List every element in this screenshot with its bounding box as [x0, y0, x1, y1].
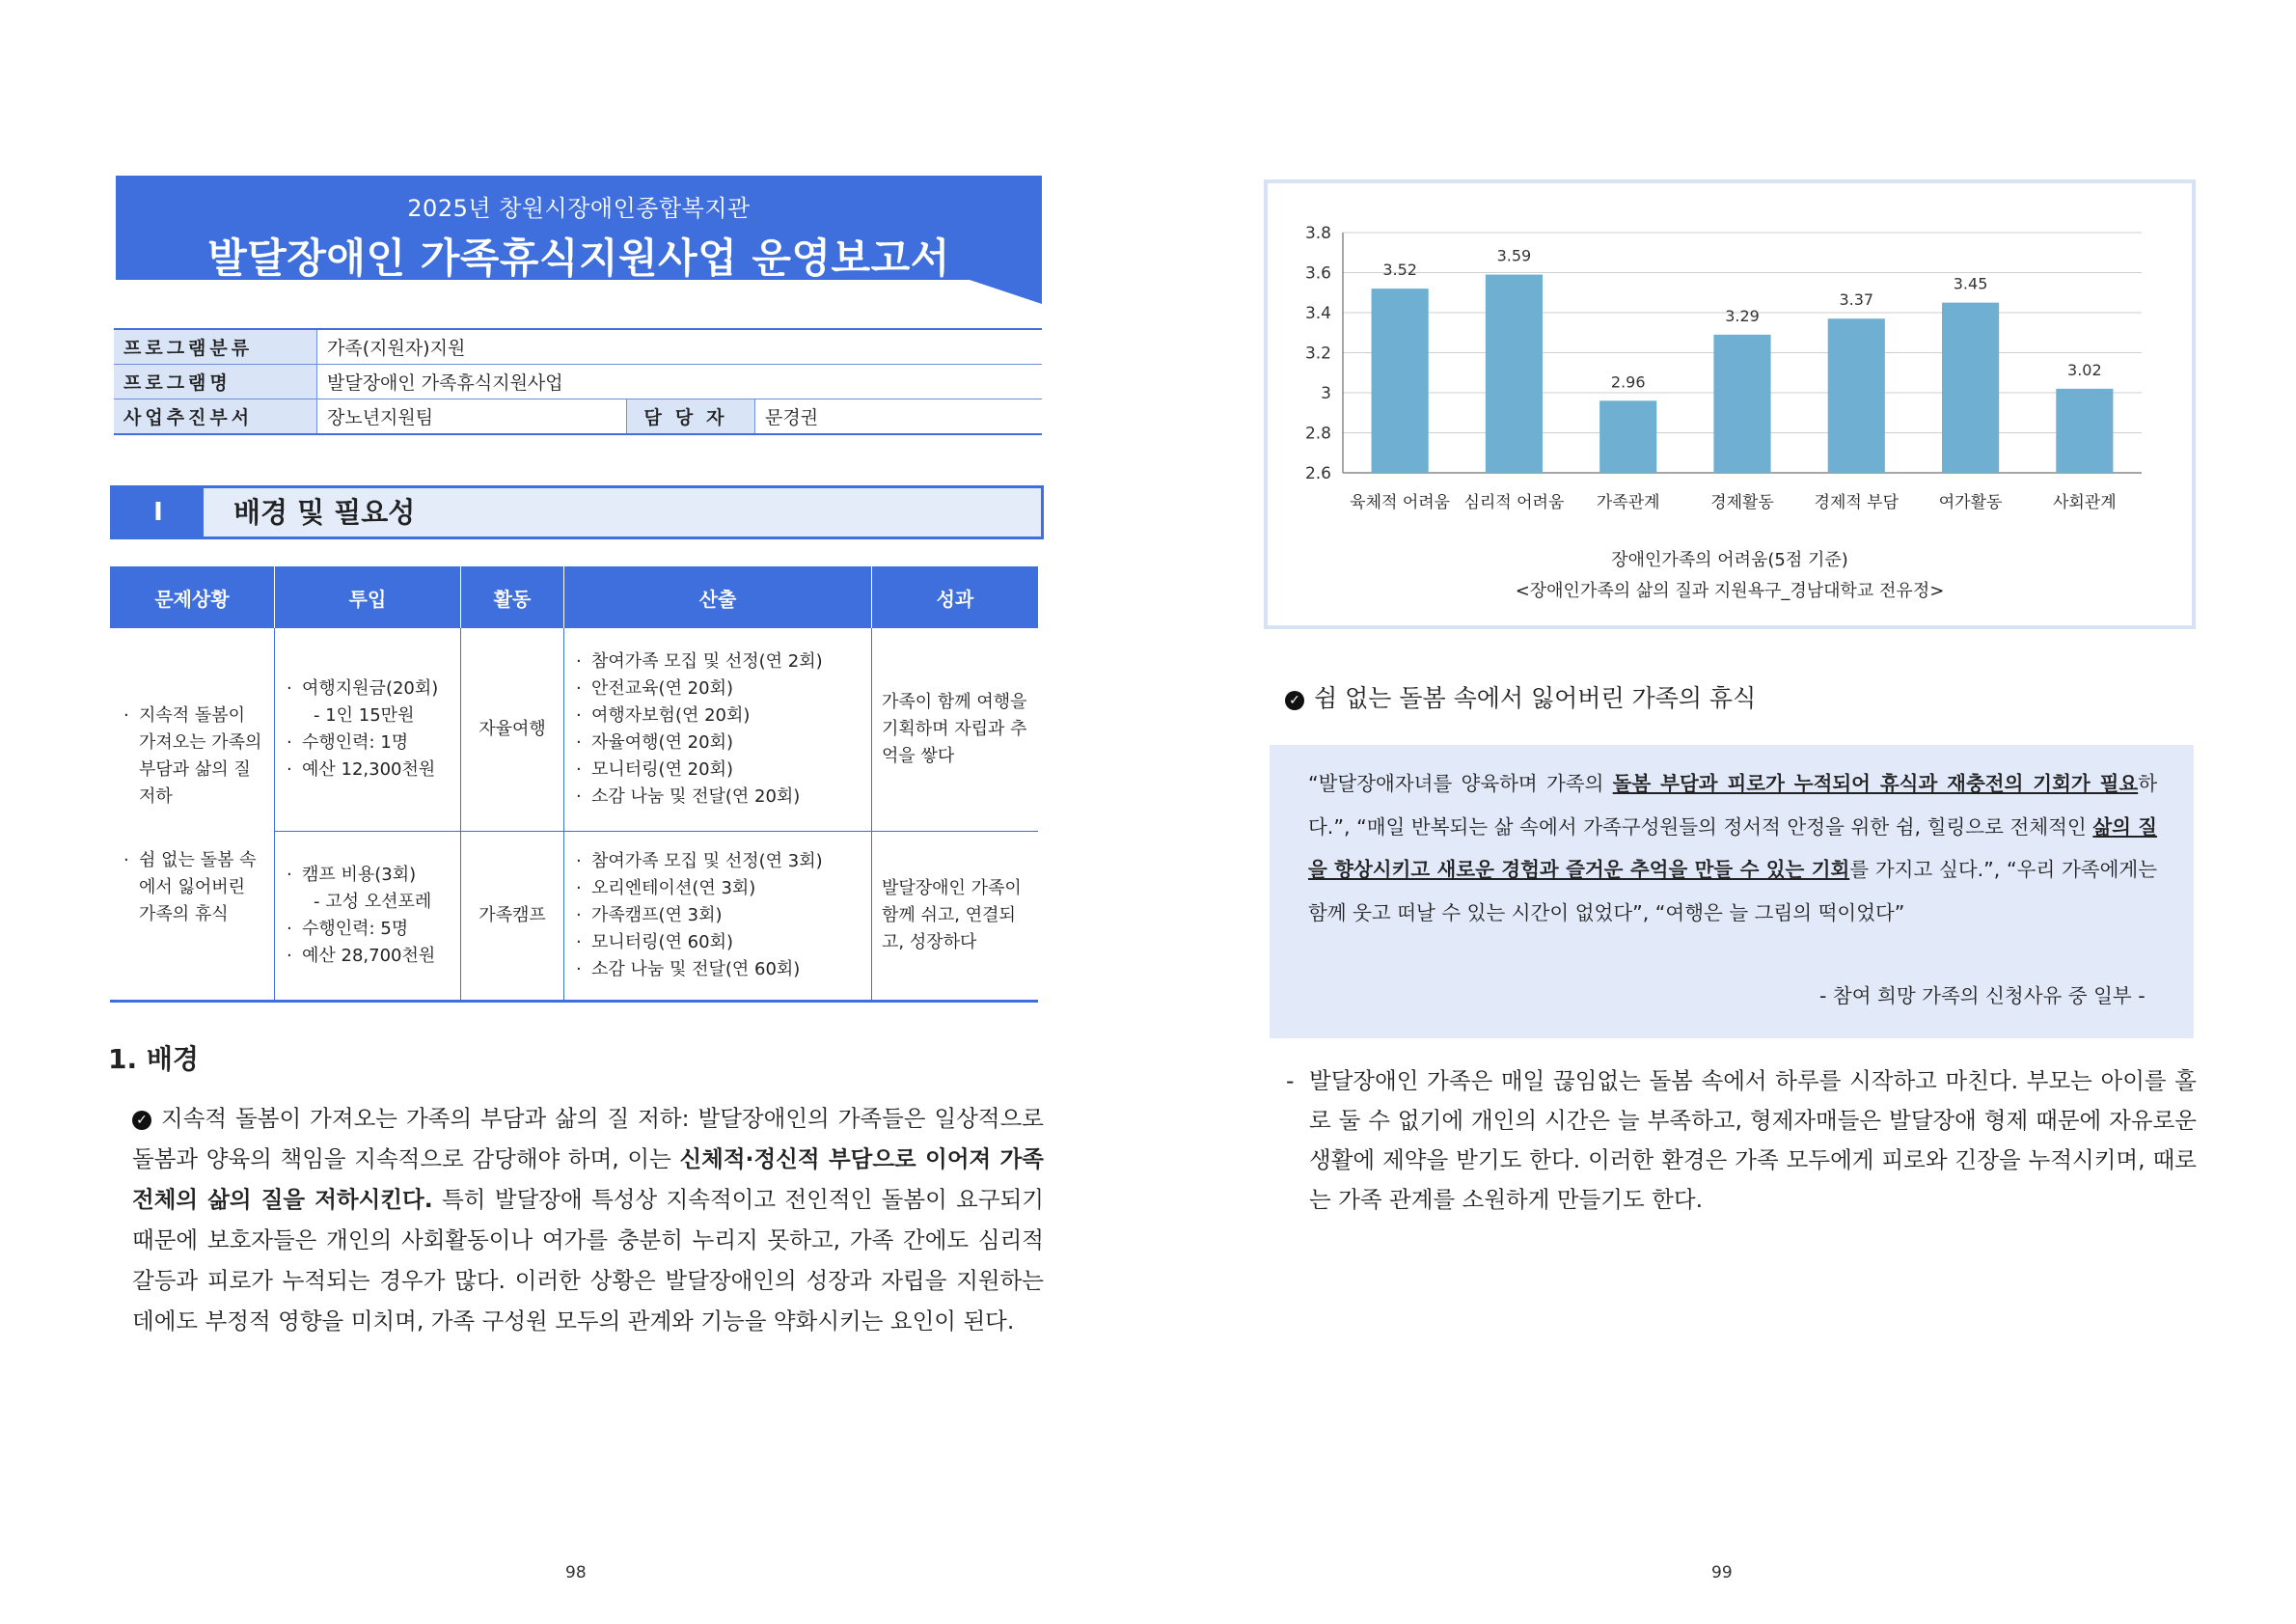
value-label: 3.29 [1725, 306, 1760, 325]
difficulty-bar-chart [1268, 183, 2192, 625]
x-tick-label: 사회관계 [2053, 493, 2117, 512]
value-label: 2.96 [1610, 372, 1646, 392]
check-circle-icon: ✓ [132, 1111, 151, 1130]
sub-heading-text: 쉼 없는 돌봄 속에서 잃어버린 가족의 휴식 [1314, 684, 1757, 712]
sub-heading [1285, 679, 1756, 714]
family-paragraph-text: 발달장애인 가족은 매일 끊임없는 돌봄 속에서 하루를 시작하고 마친다. 부모는 아이를 홀로 둘 수 없기에 개인의 시간은 늘 부족하고, 형제자매들은 발달장애 형제 때문에 자유로운 생활에 제약을 받기도 한다. 이러한 환경은 가족 모두에게 피로와 긴장을 누적시키며, 때로는 가족 관계를 소원하게 만들기도 한다. [1309, 1067, 2197, 1213]
y-tick-label: 2.8 [1304, 424, 1331, 444]
problem-item: · 쉼 없는 돌봄 속에서 잃어버린 가족의 휴식 [118, 847, 264, 928]
family-paragraph [1286, 1061, 2197, 1220]
report-banner [116, 176, 1042, 280]
input-cell [275, 628, 461, 831]
page-number-right: 99 [1711, 1563, 1733, 1583]
banner-title: 발달장애인 가족휴식지원사업 운영보고서 [207, 234, 950, 282]
input-item: · 예산 12,300천원 [285, 757, 451, 784]
banner-subtitle: 2025년 창원시장애인종합복지관 [407, 195, 751, 222]
output-item: · 참여가족 모집 및 선정(연 3회) [574, 848, 861, 875]
input-item: · 예산 28,700천원 [285, 943, 451, 970]
x-tick-label: 심리적 어려움 [1463, 493, 1565, 512]
program-info-table [114, 328, 1042, 435]
output-item: · 가족캠프(연 3회) [574, 902, 861, 929]
logic-model-table [110, 566, 1038, 1003]
bar [2056, 389, 2113, 473]
manager-label: 담당자 [627, 399, 755, 435]
input-item: · 여행지원금(20회) [285, 675, 451, 702]
x-tick-label: 경제적 부담 [1814, 493, 1900, 512]
header-input: 투입 [275, 566, 461, 628]
output-item: · 여행자보험(연 20회) [574, 702, 861, 729]
quote-part: 를 가지고 싶다.”, “우리 가족에게는 함께 웃고 떠날 수 있는 시간이 없었다”, “여행은 늘 그림의 떡이었다” [1308, 858, 2157, 924]
background-text-b: 특히 발달장애 특성상 지속적이고 전인적인 돌봄이 요구되기 때문에 보호자들은 개인의 사회활동이나 여가를 충분히 누리지 못하고, 가족 간에도 심리적 갈등과 피로가 누적되는 경우가 많다. 이러한 상황은 발달장애인의 성장과 자립을 지원하는 데에도 부정적 영향을 미치며, 가족 구성원 모두의 관계와 기능을 약화시키는 요인이 된다. [132, 1186, 1044, 1335]
bar [1942, 303, 1999, 473]
background-heading: 1. 배경 [108, 1043, 199, 1075]
category-label: 프로그램분류 [114, 329, 317, 365]
header-activity: 활동 [461, 566, 564, 628]
chart-bars [1372, 275, 2114, 473]
output-item: · 안전교육(연 20회) [574, 675, 861, 702]
background-text-bold: 신체적·정신적 부담으로 이어져 가족 전체의 삶의 질을 저하시킨다. [132, 1145, 1044, 1213]
outcome-cell: 발달장애인 가족이 함께 쉬고, 연결되고, 성장하다 [882, 877, 1022, 952]
output-item: · 오리엔테이션(연 3회) [574, 875, 861, 902]
quote-source: - 참여 희망 가족의 신청사유 중 일부 - [1819, 984, 2146, 1007]
x-tick-label: 육체적 어려움 [1350, 493, 1451, 512]
input-item: · 수행인력: 1명 [285, 729, 451, 757]
y-tick-label: 2.6 [1304, 464, 1331, 483]
dept-label: 사업추진부서 [114, 399, 317, 435]
y-tick-label: 3.2 [1304, 344, 1331, 364]
program-label: 프로그램명 [114, 365, 317, 399]
category-value: 가족(지원자)지원 [317, 329, 1043, 365]
section-number: Ⅰ [113, 488, 204, 537]
bar [1486, 275, 1543, 473]
output-item: · 자율여행(연 20회) [574, 729, 861, 757]
quote-emphasis: 돌봄 부담과 피로가 누적되어 휴식과 재충전의 기회가 필요 [1612, 772, 2139, 795]
chart-title: 장애인가족의 어려움(5점 기준) [1611, 550, 1848, 570]
y-tick-label: 3 [1321, 384, 1331, 403]
output-item: · 모니터링(연 60회) [574, 929, 861, 956]
y-tick-label: 3.4 [1304, 304, 1331, 323]
activity-cell: 자율여행 [461, 628, 564, 831]
chart-source: <장애인가족의 삶의 질과 지원욕구_경남대학교 전유정> [1515, 581, 1945, 601]
x-tick-label: 경제활동 [1710, 493, 1774, 512]
page-number-left: 98 [565, 1563, 587, 1583]
input-item: · 수행인력: 5명 [285, 916, 451, 943]
dept-value: 장노년지원팀 [317, 399, 627, 435]
output-item: · 참여가족 모집 및 선정(연 2회) [574, 648, 861, 675]
input-item: - 고성 오션포레 [314, 891, 432, 912]
y-tick-label: 3.8 [1304, 224, 1331, 243]
program-value: 발달장애인 가족휴식지원사업 [317, 365, 1043, 399]
chart-y-ticks [1305, 224, 1331, 483]
output-item: · 모니터링(연 20회) [574, 757, 861, 784]
outcome-cell: 가족이 함께 여행을 기획하며 자립과 추억을 쌓다 [872, 628, 1039, 831]
x-tick-label: 여가활동 [1938, 493, 2003, 512]
value-label: 3.52 [1382, 261, 1417, 280]
problem-cell [110, 628, 275, 1001]
background-text-a: 지속적 돌봄이 가져오는 가족의 부담과 삶의 질 저하: 발달장애인의 가족들은 일상적으로 돌봄과 양육의 책임을 지속적으로 감당해야 하며, 이는 [132, 1105, 1044, 1172]
quote-part: 하다.”, “매일 반복되는 삶 속에서 가족구성원들의 정서적 안정을 위한 쉼, 힐링으로 전체적인 [1308, 772, 2157, 839]
y-tick-label: 3.6 [1304, 263, 1331, 284]
manager-value: 문경권 [755, 399, 1043, 435]
check-circle-icon: ✓ [1285, 691, 1304, 710]
dash-bullet: - [1286, 1067, 1295, 1094]
bar [1713, 335, 1770, 473]
input-item: · 캠프 비용(3회) [285, 862, 451, 889]
output-item: · 소감 나눔 및 전달(연 20회) [574, 784, 861, 811]
value-label: 3.59 [1496, 246, 1532, 265]
header-problem: 문제상황 [110, 566, 275, 628]
bar [1599, 400, 1656, 473]
value-label: 3.02 [2067, 360, 2102, 379]
output-cell [564, 831, 872, 1001]
background-paragraph [132, 1098, 1044, 1341]
chart-x-ticks [1350, 492, 2117, 512]
input-item: - 1인 15만원 [314, 704, 415, 726]
header-output: 산출 [564, 566, 872, 628]
output-item: · 소감 나눔 및 전달(연 60회) [574, 956, 861, 983]
quote-part: “발달장애자녀를 양육하며 가족의 [1308, 772, 1613, 795]
input-cell [275, 831, 461, 1001]
value-label: 3.37 [1839, 290, 1874, 310]
bar [1828, 318, 1885, 473]
quote-emphasis: 삶의 질을 향상시키고 새로운 경험과 즐거운 추억을 만들 수 있는 기회 [1308, 814, 2158, 881]
output-cell [564, 628, 872, 831]
problem-item: · 지속적 돌봄이 가져오는 가족의 부담과 삶의 질 저하 [118, 702, 264, 811]
x-tick-label: 가족관계 [1596, 493, 1660, 512]
activity-cell: 가족캠프 [461, 831, 564, 1001]
section-title: 배경 및 필요성 [233, 496, 416, 529]
header-outcome: 성과 [872, 566, 1039, 628]
quote-text [1308, 762, 2157, 934]
bar [1372, 289, 1429, 473]
value-label: 3.45 [1953, 274, 1988, 293]
banner-speech-tail [955, 275, 1042, 304]
